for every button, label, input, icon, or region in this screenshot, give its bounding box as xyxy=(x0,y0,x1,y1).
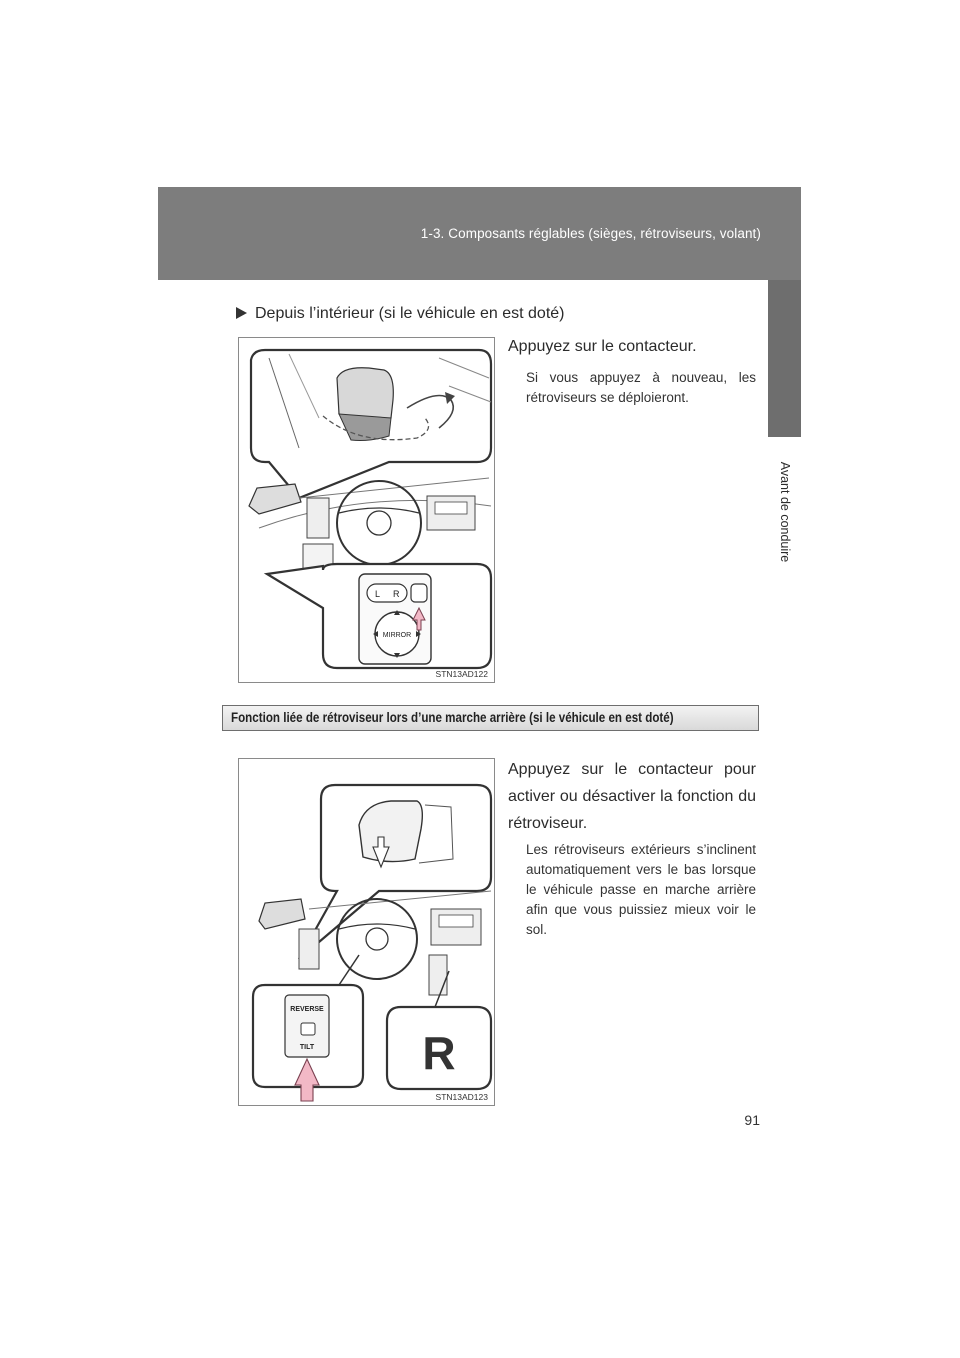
section-heading-text: Fonction liée de rétroviseur lors d’une marche arrière (si le véhicule en est doté) xyxy=(231,710,674,725)
gear-letter-r: R xyxy=(422,1027,456,1079)
page-number: 91 xyxy=(744,1112,760,1128)
section-heading-box xyxy=(222,705,759,731)
chapter-side-number: 1 xyxy=(780,590,789,605)
figure-code: STN13AD123 xyxy=(435,1092,488,1102)
switch-label-right: R xyxy=(393,589,400,599)
chapter-header-title: 1-3. Composants réglables (sièges, rétroviseurs, volant) xyxy=(420,226,761,241)
chapter-side-label: Avant de conduire xyxy=(778,461,792,563)
figure-reverse-tilt xyxy=(238,758,495,1106)
switch-label-mirror: MIRROR xyxy=(382,632,412,639)
figure-mirror-fold xyxy=(238,337,495,683)
button-label-tilt: TILT xyxy=(299,1044,315,1051)
instruction-text: Appuyez sur le contacteur pour activer ou désactiver la fonction du rétroviseur. xyxy=(508,761,756,832)
mirror-fold-illustration xyxy=(239,338,495,683)
note-text: Les rétroviseurs extérieurs s’inclinent automatiquement vers le bas lorsque le véhicule passe en marche arrière afin que vous puissiez mieux voir le sol. xyxy=(526,842,756,937)
button-label-reverse: REVERSE xyxy=(290,1006,324,1013)
chapter-side-label-box xyxy=(774,450,796,580)
reverse-tilt-illustration xyxy=(239,759,495,1106)
instruction-text: Appuyez sur le contacteur. xyxy=(508,338,697,355)
subsection-heading-text: Depuis l’intérieur (si le véhicule en est doté) xyxy=(255,305,565,322)
figure-code: STN13AD122 xyxy=(435,669,488,679)
note-text: Si vous appuyez à nouveau, les rétroviseurs se déploieront. xyxy=(526,370,756,405)
switch-label-left: L xyxy=(375,589,381,599)
triangle-bullet-icon xyxy=(236,307,247,319)
chapter-header-band xyxy=(158,187,801,280)
subsection-heading xyxy=(236,305,564,323)
